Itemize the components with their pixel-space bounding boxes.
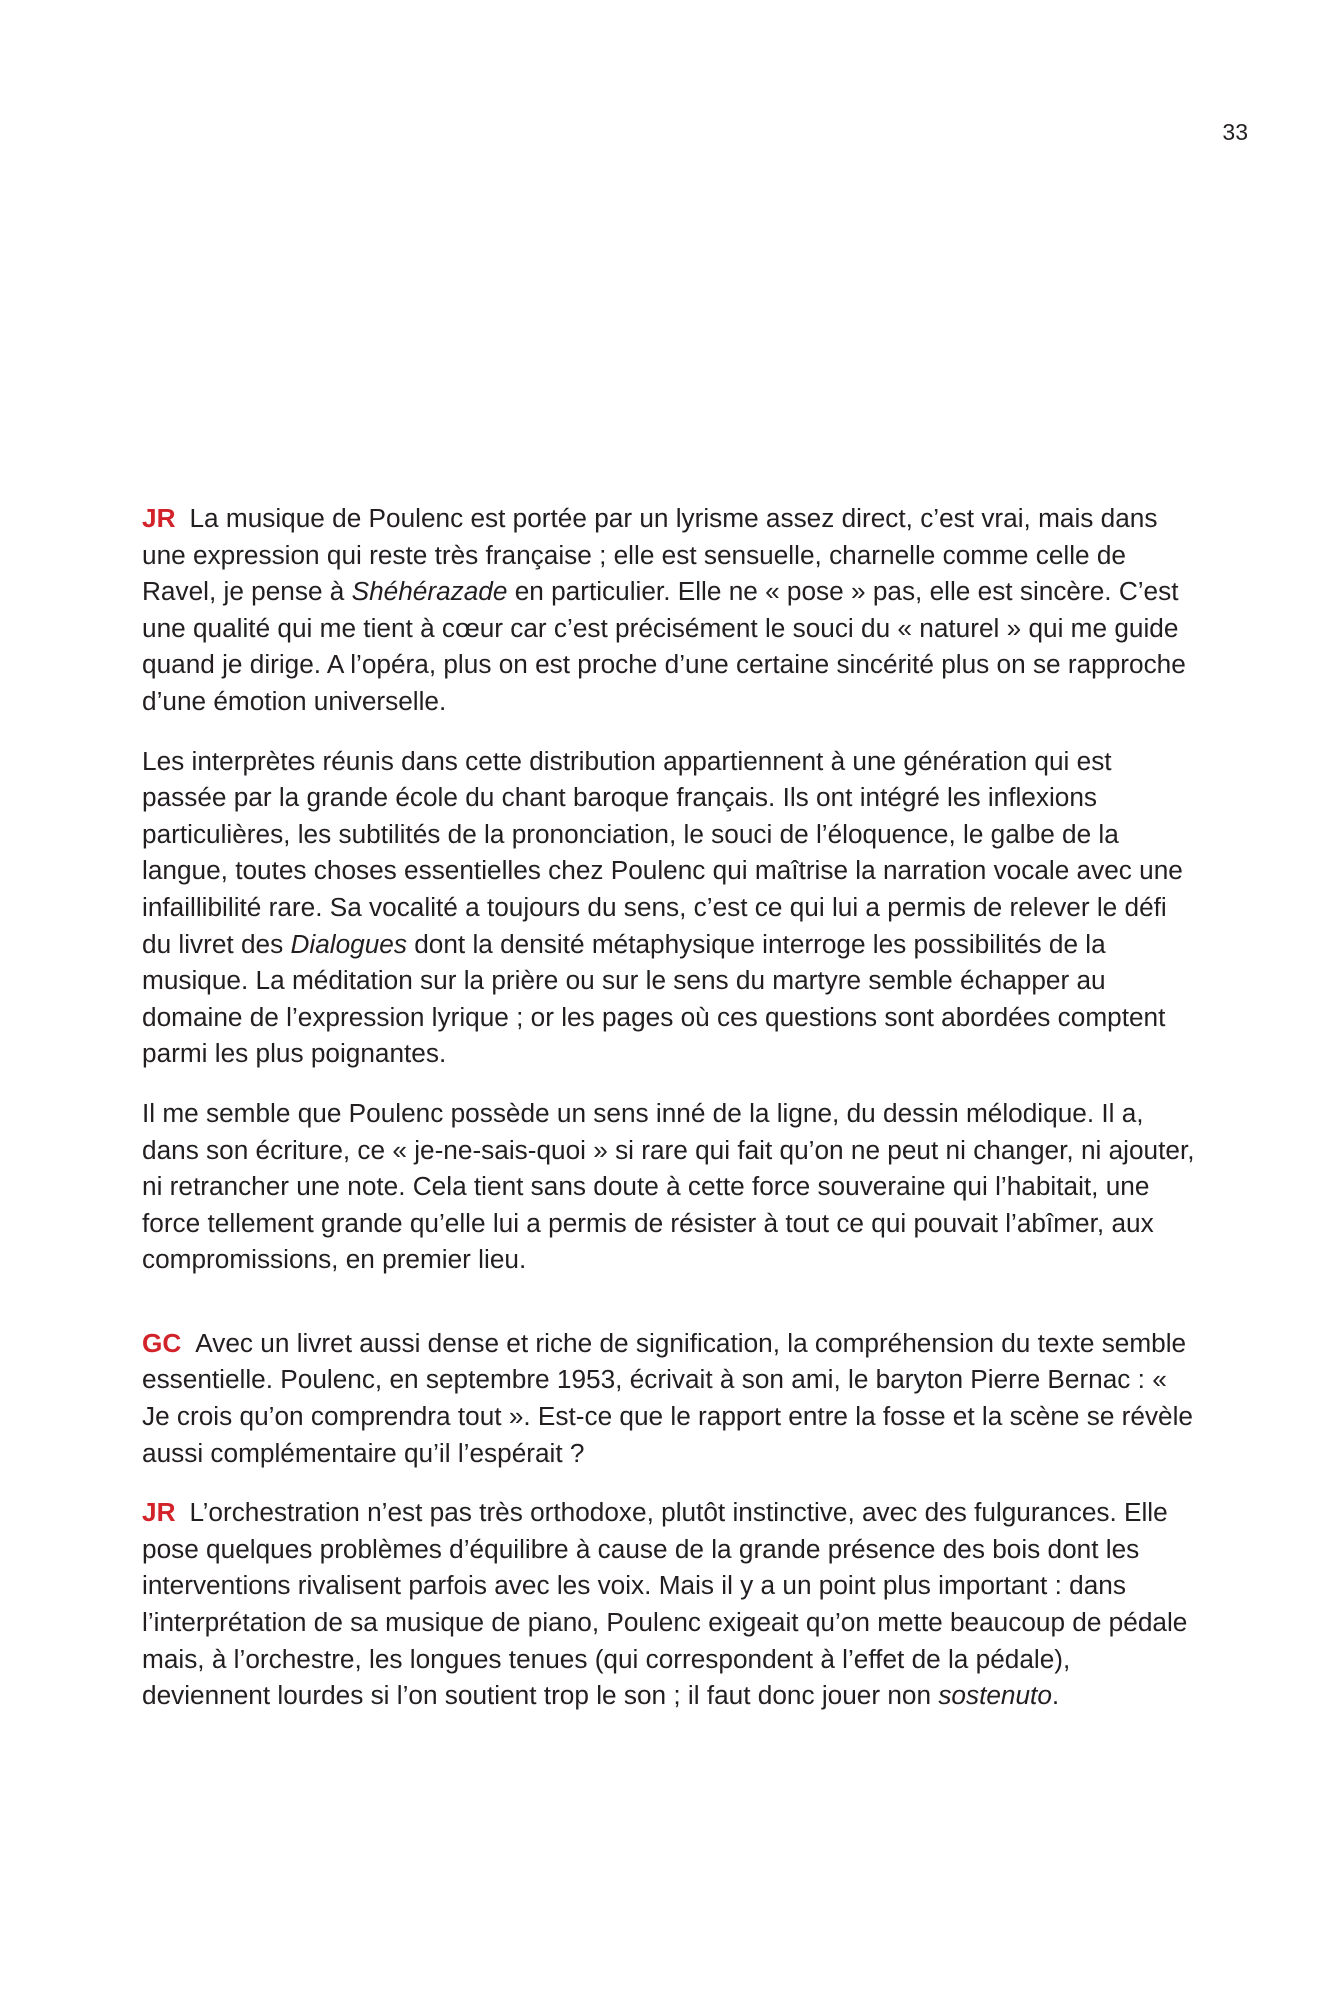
text-segment: Il me semble que Poulenc possède un sens inné de la ligne, du dessin mélodique. Il a, dans son écriture, ce « je-ne-sais-quoi » si rare qui fait qu’on ne peut ni changer, ni ajouter, ni retrancher une note. Cela tient sans doute à cette force souveraine qui l’habitait, une force tellement grande qu’elle lui a permis de résister à tout ce qui pouvait l’abîmer, aux compromissions, en premier lieu. (142, 1097, 1195, 1275)
page-number: 33 (1222, 119, 1248, 145)
speaker-label: GC (142, 1327, 182, 1358)
text-segment: en particulier. Elle ne « pose » pas, elle est sincère. C’est une qualité qui me tient à cœur car c’est précisément le souci du « naturel » qui me guide quand je dirige. A l’opéra, plus on est proche d’une certaine sincérité plus on se rapproche d’une émotion universelle. (142, 576, 1186, 716)
work-title: Shéhérazade (351, 576, 508, 607)
paragraph-jr-2 (142, 743, 1197, 1072)
musical-term: sostenuto (938, 1680, 1052, 1711)
text-segment: . (1051, 1680, 1060, 1711)
text-segment: dont la densité métaphysique interroge les possibilités de la musique. La méditation sur la prière ou sur le sens du martyre semble échapper au domaine de l’expression lyrique ; or les pages où ces questions sont abordées comptent parmi les plus poignantes. (142, 928, 1166, 1069)
paragraph-jr-3 (142, 1095, 1197, 1278)
work-title: Dialogues (290, 928, 407, 959)
text-segment: Les interprètes réunis dans cette distribution appartiennent à une génération qui est passée par la grande école du chant baroque français. Ils ont intégré les inflexions particulières, les subtilités de la prononciation, le souci de l’éloquence, le galbe de la langue, toutes choses essentielles chez Poulenc qui maîtrise la narration vocale avec une infaillibilité rare. Sa vocalité a toujours du sens, c’est ce qui lui a permis de relever le défi du livret des (142, 745, 1183, 959)
paragraph-jr-1 (142, 500, 1197, 720)
paragraph-gc-question (142, 1325, 1197, 1471)
speaker-label: JR (142, 1497, 176, 1528)
text-segment: Avec un livret aussi dense et riche de signification, la compréhension du texte semble essentielle. Poulenc, en septembre 1953, écrivait à son ami, le baryton Pierre Bernac : « Je crois qu’on comprendra tout ». Est-ce que le rapport entre la fosse et la scène se révèle aussi complémentaire qu’il l’espérait ? (142, 1327, 1193, 1468)
text-segment: La musique de Poulenc est portée par un lyrisme assez direct, c’est vrai, mais dans une expression qui reste très française ; elle est sensuelle, charnelle comme celle de Ravel, je pense à (142, 503, 1158, 607)
text-segment: L’orchestration n’est pas très orthodoxe, plutôt instinctive, avec des fulgurances. Elle pose quelques problèmes d’équilibre à cause de la grande présence des bois dont les interventions rivalisent parfois avec les voix. Mais il y a un point plus important : dans l’interprétation de sa musique de piano, Poulenc exigeait qu’on mette beaucoup de pédale mais, à l’orchestre, les longues tenues (qui correspondent à l’effet de la pédale), deviennent lourdes si l’on soutient trop le son ; il faut donc jouer non (142, 1497, 1188, 1711)
speaker-label: JR (142, 503, 176, 533)
paragraph-jr-4 (142, 1494, 1197, 1714)
interview-text (142, 500, 1197, 1714)
